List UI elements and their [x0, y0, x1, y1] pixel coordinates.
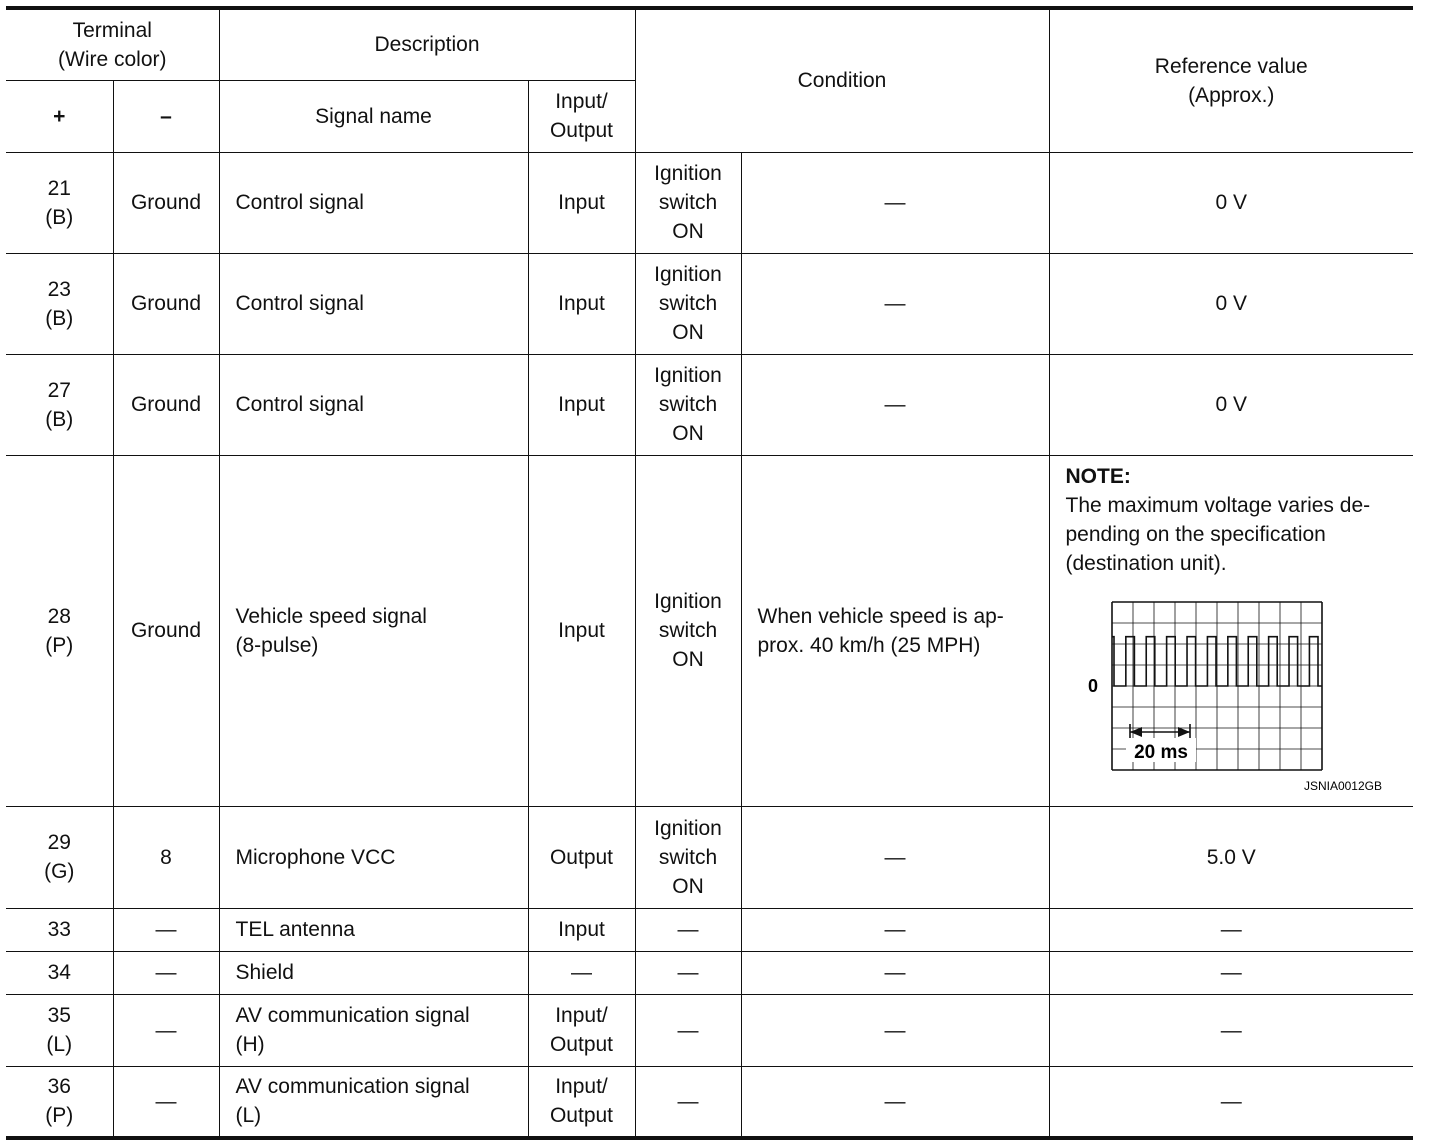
reference-value: — [1049, 1066, 1413, 1138]
table-row [6, 908, 1413, 951]
terminal-minus: — [113, 951, 219, 994]
condition-detail: — [741, 253, 1049, 354]
terminal-plus: 23 (B) [6, 253, 113, 354]
signal-name: TEL antenna [219, 908, 528, 951]
terminal-minus: — [113, 994, 219, 1066]
header-minus: – [113, 80, 219, 152]
signal-name: AV communication signal (H) [219, 994, 528, 1066]
signal-name: Control signal [219, 253, 528, 354]
io-value: Input/ Output [528, 994, 635, 1066]
header-signal-name: Signal name [219, 80, 528, 152]
io-value: Input [528, 354, 635, 455]
header-reference: Reference value (Approx.) [1049, 8, 1413, 152]
header-plus: + [6, 80, 113, 152]
terminal-minus: Ground [113, 253, 219, 354]
condition-switch: Ignition switch ON [635, 253, 741, 354]
io-value: Output [528, 806, 635, 908]
reference-note [1049, 455, 1413, 806]
table-row [6, 951, 1413, 994]
condition-switch: Ignition switch ON [635, 354, 741, 455]
condition-detail: When vehicle speed is ap- prox. 40 km/h (25 MPH) [741, 455, 1049, 806]
table-row [6, 994, 1413, 1066]
condition-switch: Ignition switch ON [635, 455, 741, 806]
terminal-plus: 29 (G) [6, 806, 113, 908]
signal-name: Shield [219, 951, 528, 994]
io-value: Input [528, 253, 635, 354]
header-io: Input/ Output [528, 80, 635, 152]
condition-detail: — [741, 1066, 1049, 1138]
terminal-plus: 34 [6, 951, 113, 994]
condition-switch: — [635, 1066, 741, 1138]
terminal-plus: 33 [6, 908, 113, 951]
table-row [6, 806, 1413, 908]
terminal-plus: 27 (B) [6, 354, 113, 455]
signal-name: Control signal [219, 152, 528, 253]
io-value: Input [528, 908, 635, 951]
terminal-minus: 8 [113, 806, 219, 908]
signal-name: AV communication signal (L) [219, 1066, 528, 1138]
table-row [6, 253, 1413, 354]
note-title: NOTE: [1065, 464, 1131, 488]
time-span-arrow [1130, 724, 1190, 740]
terminal-plus: 21 (B) [6, 152, 113, 253]
condition-detail: — [741, 908, 1049, 951]
condition-switch: Ignition switch ON [635, 152, 741, 253]
reference-value: — [1049, 994, 1413, 1066]
condition-detail: — [741, 994, 1049, 1066]
reference-value: 5.0 V [1049, 806, 1413, 908]
table-row [6, 455, 1413, 806]
terminal-minus: — [113, 1066, 219, 1138]
io-value: Input/ Output [528, 1066, 635, 1138]
condition-detail: — [741, 806, 1049, 908]
header-description: Description [219, 8, 635, 80]
condition-detail: — [741, 354, 1049, 455]
terminal-minus: — [113, 908, 219, 951]
figure-code: JSNIA0012GB [1303, 778, 1382, 792]
waveform-time-label: 20 ms [1133, 741, 1188, 763]
condition-switch: — [635, 908, 741, 951]
io-value: — [528, 951, 635, 994]
header-condition: Condition [635, 8, 1049, 152]
terminal-plus: 28 (P) [6, 455, 113, 806]
reference-value: — [1049, 951, 1413, 994]
reference-value: 0 V [1049, 253, 1413, 354]
condition-detail: — [741, 951, 1049, 994]
terminal-minus: Ground [113, 152, 219, 253]
io-value: Input [528, 152, 635, 253]
waveform-zero-label: 0 [1087, 675, 1098, 696]
condition-switch: — [635, 951, 741, 994]
note-body: The maximum voltage varies de- pending on the specification (destination unit). [1065, 493, 1371, 575]
condition-switch: Ignition switch ON [635, 806, 741, 908]
io-value: Input [528, 455, 635, 806]
header-terminal: Terminal (Wire color) [6, 8, 219, 80]
terminal-table [6, 6, 1413, 1140]
terminal-minus: Ground [113, 354, 219, 455]
table-row [6, 354, 1413, 455]
table-row [6, 1066, 1413, 1138]
condition-detail: — [741, 152, 1049, 253]
reference-value: — [1049, 908, 1413, 951]
table-row [6, 152, 1413, 253]
signal-name: Control signal [219, 354, 528, 455]
reference-value: 0 V [1049, 354, 1413, 455]
header-row-1 [6, 8, 1413, 80]
terminal-plus: 35 (L) [6, 994, 113, 1066]
terminal-minus: Ground [113, 455, 219, 806]
signal-name: Microphone VCC [219, 806, 528, 908]
signal-name: Vehicle speed signal (8-pulse) [219, 455, 528, 806]
terminal-plus: 36 (P) [6, 1066, 113, 1138]
reference-value: 0 V [1049, 152, 1413, 253]
waveform-diagram [1066, 592, 1402, 792]
condition-switch: — [635, 994, 741, 1066]
